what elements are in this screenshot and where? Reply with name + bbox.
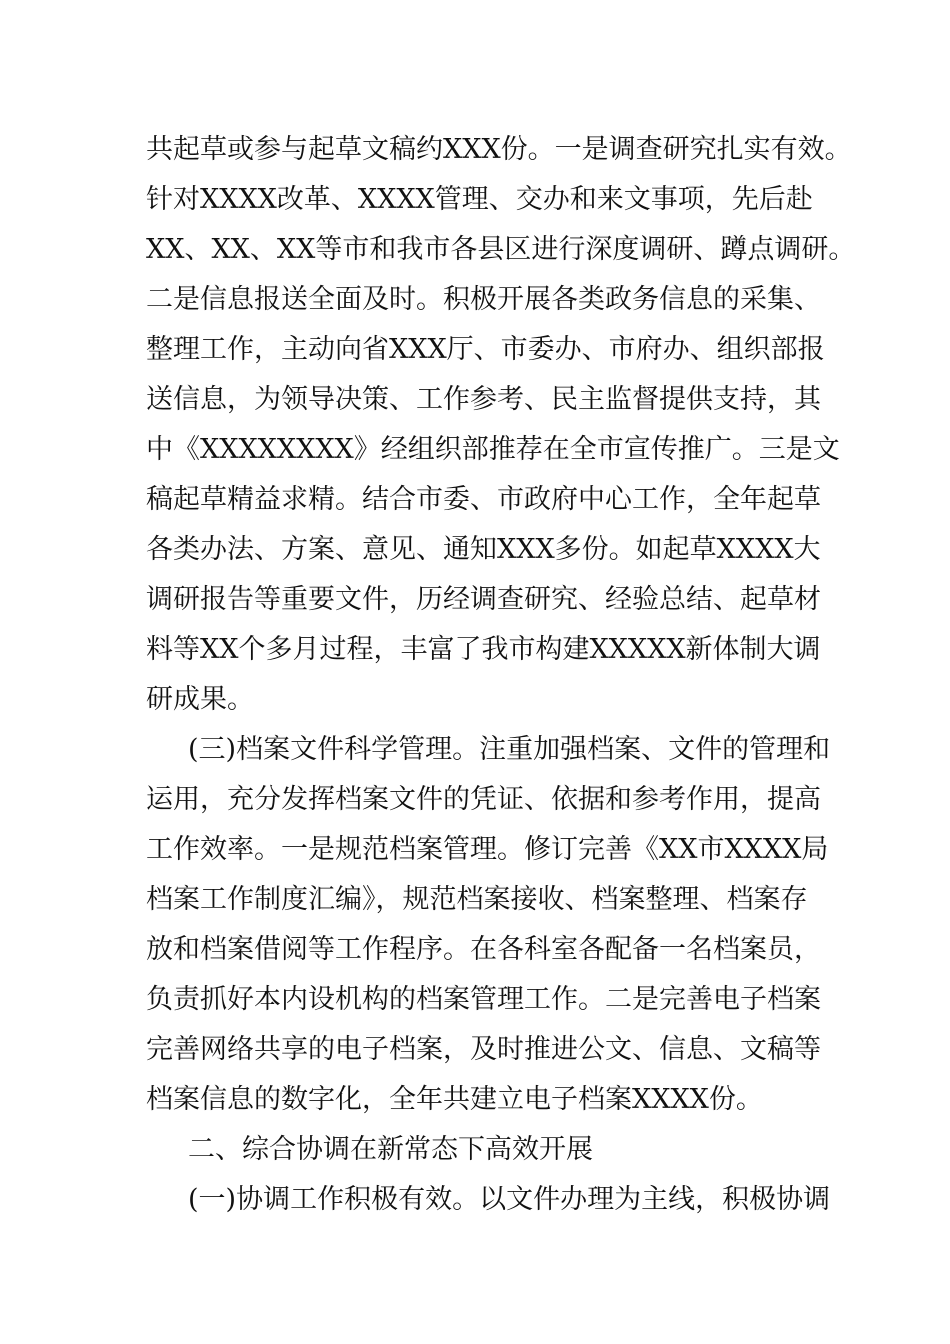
- body-text-line: 档案工作制度汇编》，规范档案接收、档案整理、档案存: [146, 884, 808, 915]
- body-text-line: 档案信息的数字化，全年共建立电子档案XXXX份。: [146, 1084, 763, 1115]
- body-text-line: 料等XX个多月过程，丰富了我市构建XXXXX新体制大调: [146, 634, 821, 665]
- body-text-line: 负责抓好本内设机构的档案管理工作。二是完善电子档案: [146, 984, 821, 1015]
- body-text-line: 调研报告等重要文件，历经调查研究、经验总结、起草材: [146, 584, 821, 615]
- body-text-line: 二是信息报送全面及时。积极开展各类政务信息的采集、: [146, 284, 821, 315]
- body-text-line: 完善网络共享的电子档案，及时推进公文、信息、文稿等: [146, 1034, 821, 1065]
- body-text-line: 送信息，为领导决策、工作参考、民主监督提供支持，其: [146, 384, 821, 415]
- section-heading-line: (三)档案文件科学管理。注重加强档案、文件的管理和: [188, 734, 831, 765]
- body-text-line: 各类办法、方案、意见、通知XXX多份。如起草XXXX大: [146, 534, 821, 565]
- body-text-line: 中《XXXXXXXX》经组织部推荐在全市宣传推广。三是文: [146, 434, 840, 465]
- body-text-line: 稿起草精益求精。结合市委、市政府中心工作，全年起草: [146, 484, 821, 515]
- body-text-line: 共起草或参与起草文稿约XXX份。一是调查研究扎实有效。: [146, 134, 852, 165]
- body-text-line: XX、XX、XX等市和我市各县区进行深度调研、蹲点调研。: [146, 234, 856, 265]
- body-text-line: 整理工作，主动向省XXX厅、市委办、市府办、组织部报: [146, 334, 825, 365]
- body-text-line: 运用，充分发挥档案文件的凭证、依据和参考作用，提高: [146, 784, 821, 815]
- chapter-heading-line: 二、综合协调在新常态下高效开展: [188, 1134, 593, 1165]
- section-heading-line: (一)协调工作积极有效。以文件办理为主线，积极协调: [188, 1184, 831, 1215]
- body-text-line: 针对XXXX改革、XXXX管理、交办和来文事项，先后赴: [146, 184, 813, 215]
- body-text-line: 工作效率。一是规范档案管理。修订完善《XX市XXXX局: [146, 834, 829, 865]
- body-text-line: 研成果。: [146, 684, 254, 715]
- body-text-line: 放和档案借阅等工作程序。在各科室各配备一名档案员，: [146, 934, 821, 965]
